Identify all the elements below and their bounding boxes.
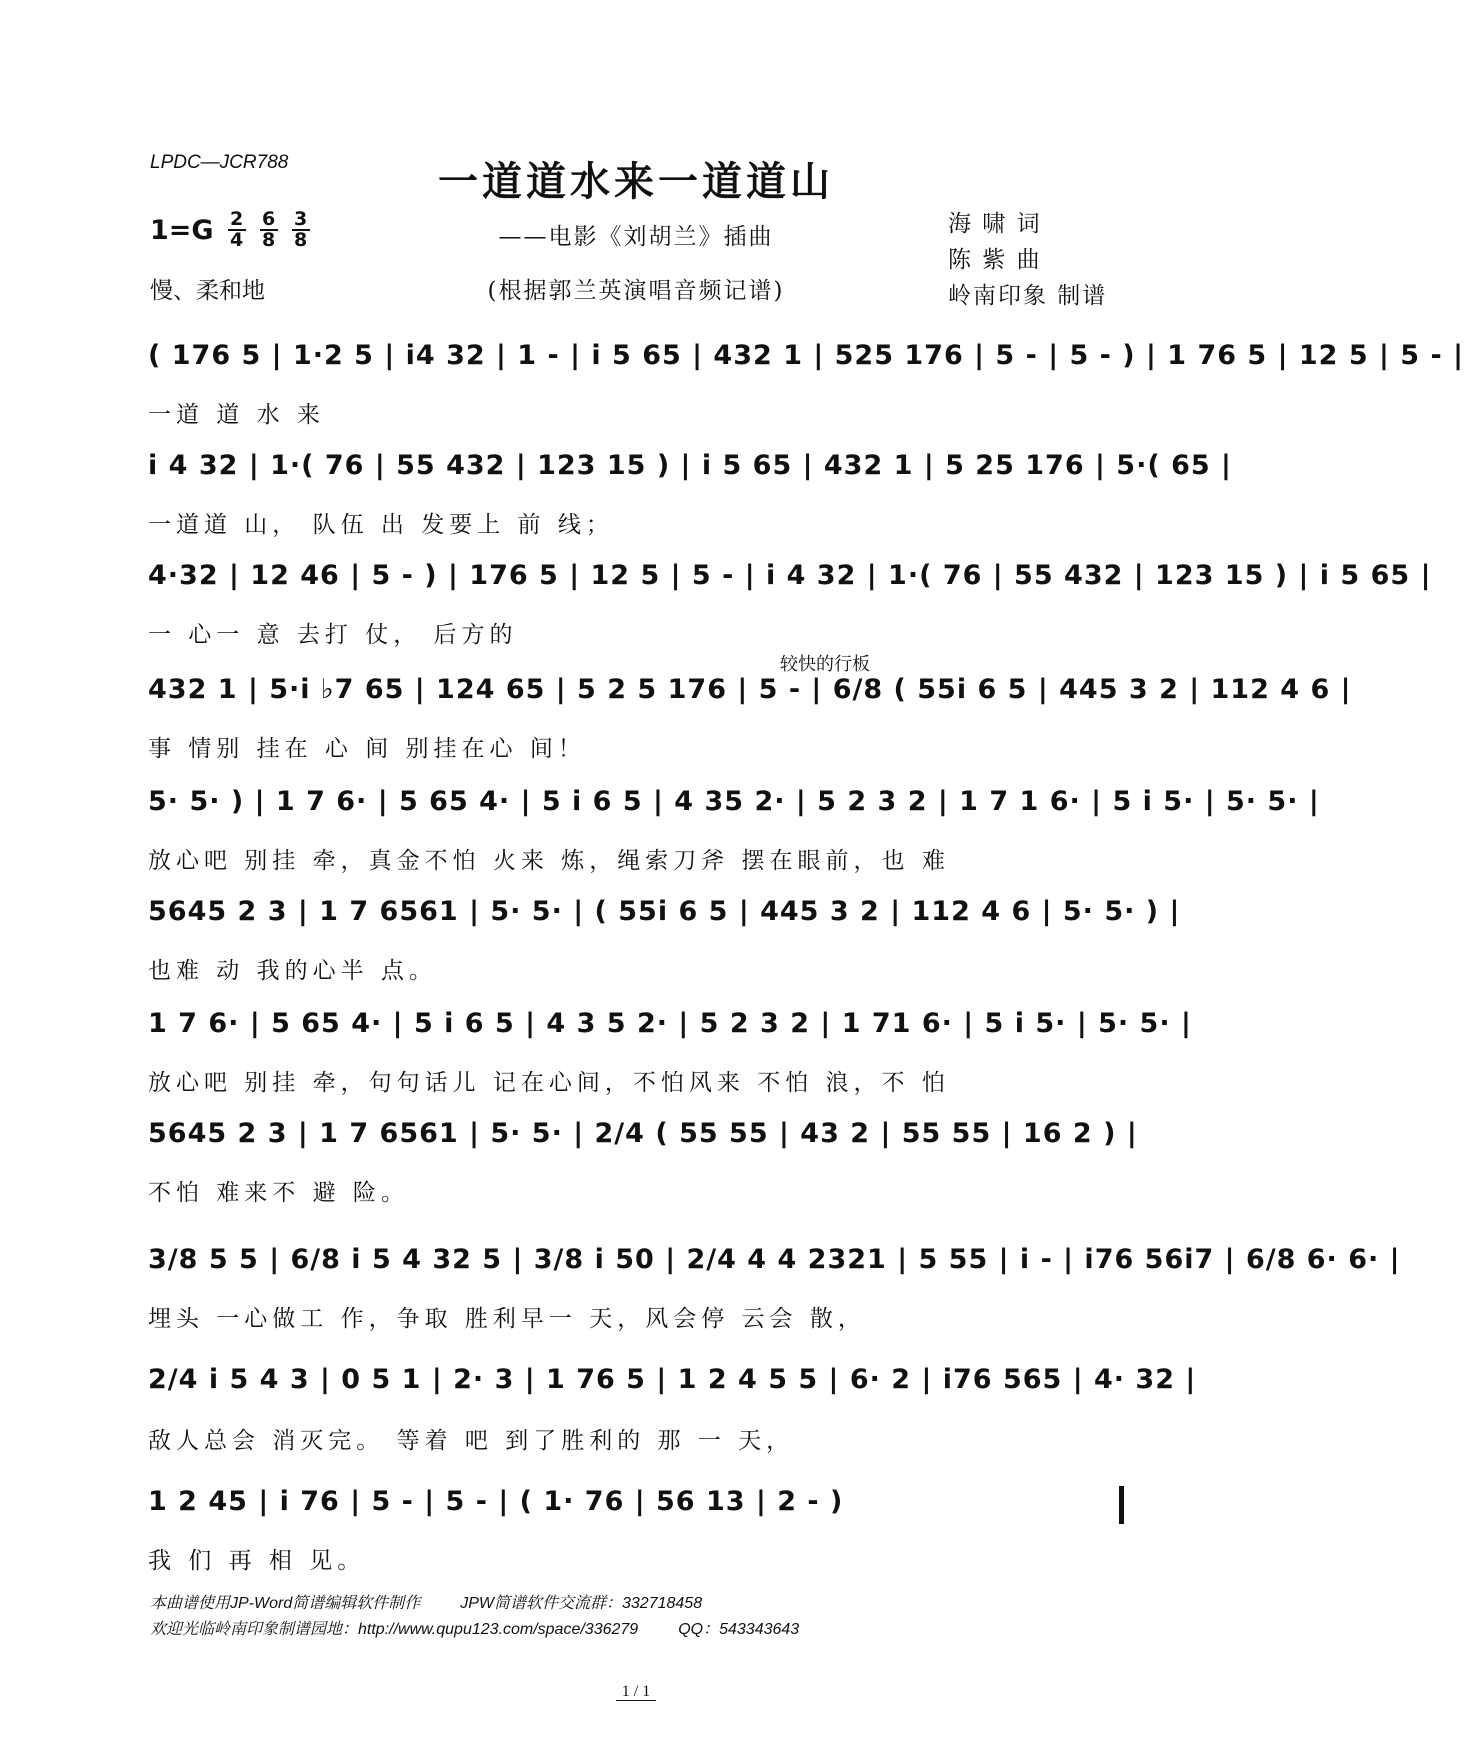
engraver: 岭南印象 制谱 <box>948 283 1108 309</box>
transcription-note: (根据郭兰英演唱音频记谱) <box>487 278 785 304</box>
lyric-line: 放心吧 别挂 牵，句句话儿 记在心间，不怕风来 不怕 浪，不 怕 <box>148 1070 950 1096</box>
notation-line: 3/8 5 5 | 6/8 i 5 4 32 5 | 3/8 i 50 | 2/4 4 4 2321 | 5 55 | i - | i76 56i7 | 6/8 6· 6· | <box>148 1244 1401 1275</box>
time-signature: $\frac{2}{4}$ <box>228 210 246 250</box>
credits <box>948 206 1107 314</box>
footer-qq: QQ：543343643 <box>678 1621 800 1638</box>
notation-line: 4·32 | 12 46 | 5 - ) | 176 5 | 12 5 | 5 - | i 4 32 | 1·( 76 | 55 432 | 123 15 ) | i 5 65 | <box>148 560 1432 591</box>
tempo-change: 较快的行板 <box>780 654 870 675</box>
lyricist: 海 啸 词 <box>948 211 1042 237</box>
lyric-line: 也难 动 我的心半 点。 <box>148 958 437 984</box>
final-barline <box>1119 1486 1124 1524</box>
lyric-line: 不怕 难来不 避 险。 <box>148 1180 409 1206</box>
song-subtitle: ——电影《刘胡兰》插曲 <box>498 224 774 250</box>
lyric-line: 一 心一 意 去打 仗， 后方的 <box>148 622 518 648</box>
footer-site-link[interactable]: 欢迎光临岭南印象制谱园地：http://www.qupu123.com/space/336279 <box>150 1621 639 1638</box>
lyric-line: 敌人总会 消灭完。 等着 吧 到了胜利的 那 一 天， <box>148 1428 795 1454</box>
notation-line: 5645 2 3 | 1 7 6561 | 5· 5· | ( 55i 6 5 | 445 3 2 | 112 4 6 | 5· 5· ) | <box>148 896 1181 927</box>
lyric-line: 埋头 一心做工 作，争取 胜利早一 天，风会停 云会 散， <box>148 1306 866 1332</box>
time-signature: $\frac{6}{8}$ <box>260 210 278 250</box>
lyric-line: 我 们 再 相 见。 <box>148 1548 366 1574</box>
notation-line: 5· 5· ) | 1 7 6· | 5 65 4· | 5 i 6 5 | 4 35 2· | 5 2 3 2 | 1 7 1 6· | 5 i 5· | 5· 5· | <box>148 786 1320 817</box>
time-signature: $\frac{3}{8}$ <box>292 210 310 250</box>
notation-line: 2/4 i 5 4 3 | 0 5 1 | 2· 3 | 1 76 5 | 1 2 4 5 5 | 6· 2 | i76 565 | 4· 32 | <box>148 1364 1197 1395</box>
lyric-line: 放心吧 别挂 牵，真金不怕 火来 炼，绳索刀斧 摆在眼前，也 难 <box>148 848 950 874</box>
key-signature: 1=G <box>150 214 214 246</box>
notation-line: i 4 32 | 1·( 76 | 55 432 | 123 15 ) | i 5 65 | 432 1 | 5 25 176 | 5·( 65 | <box>148 450 1232 481</box>
footer-group: JPW简谱软件交流群：332718458 <box>460 1595 703 1612</box>
footer-software-note: 本曲谱使用JP-Word简谱编辑软件制作 <box>150 1595 421 1612</box>
score-code: LPDC—JCR788 <box>150 152 289 173</box>
lyric-line: 一道道 山， 队伍 出 发要上 前 线； <box>148 512 614 538</box>
notation-line: 432 1 | 5·i ♭7 65 | 124 65 | 5 2 5 176 | 5 - | 6/8 ( 55i 6 5 | 445 3 2 | 112 4 6 | <box>148 674 1352 705</box>
composer: 陈 紫 曲 <box>948 247 1042 273</box>
footer-software <box>150 1590 742 1613</box>
song-title: 一道道水来一道道山 <box>438 158 834 205</box>
tempo-marking: 慢、柔和地 <box>150 278 265 304</box>
key-and-meter <box>150 210 310 250</box>
lyric-line: 事 情别 挂在 心 间 别挂在心 间！ <box>148 736 586 762</box>
page-number: 1 / 1 <box>0 1683 1272 1701</box>
notation-line: 1 2 45 | i 76 | 5 - | 5 - | ( 1· 76 | 56 13 | 2 - ) <box>148 1486 844 1517</box>
lyric-line: 一道 道 水 来 <box>148 402 325 428</box>
footer-site <box>150 1616 839 1639</box>
notation-line: 1 7 6· | 5 65 4· | 5 i 6 5 | 4 3 5 2· | 5 2 3 2 | 1 71 6· | 5 i 5· | 5· 5· | <box>148 1008 1192 1039</box>
notation-line: ( 176 5 | 1·2 5 | i4 32 | 1 - | i 5 65 | 432 1 | 525 176 | 5 - | 5 - ) | 1 76 5 | 12 5 | 5 - | <box>148 340 1464 371</box>
notation-line: 5645 2 3 | 1 7 6561 | 5· 5· | 2/4 ( 55 55 | 43 2 | 55 55 | 16 2 ) | <box>148 1118 1138 1149</box>
